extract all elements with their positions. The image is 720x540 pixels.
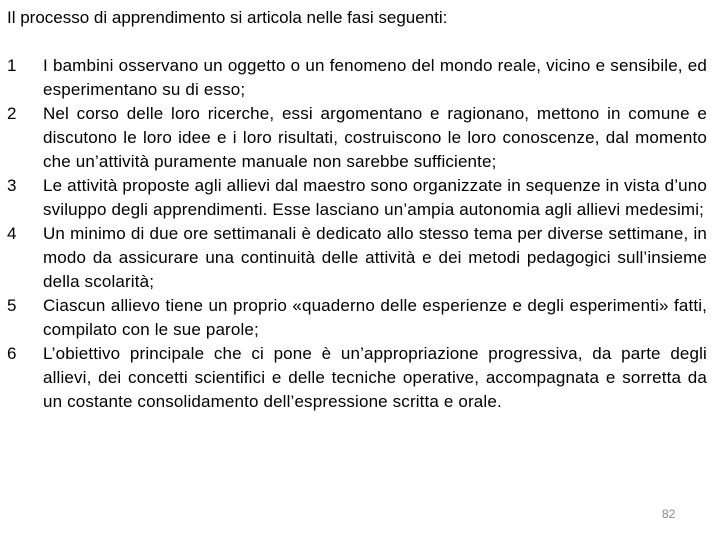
list-item-text: Un minimo di due ore settimanali è dedicato allo stesso tema per diverse settimane, in modo da assicurare una continuità delle attività e dei metodi pedagogici sull’insieme della scolarità;: [43, 224, 707, 291]
list-item-number: 4: [7, 224, 17, 243]
list-item-number: 1: [7, 56, 17, 75]
list-item: [0, 222, 720, 294]
list-item-text: Nel corso delle loro ricerche, essi argomentano e ragionano, mettono in comune e discutono le loro idee e i loro risultati, costruiscono le loro conoscenze, dal momento che un’attività puramente manuale non sarebbe sufficiente;: [43, 104, 707, 171]
list-item: [0, 294, 720, 342]
list-item-text: Le attività proposte agli allievi dal maestro sono organizzate in sequenze in vista d’uno sviluppo degli apprendimenti. Esse lasciano un’ampia autonomia agli allievi medesimi;: [43, 176, 707, 219]
page-number: 82: [662, 507, 676, 521]
list-item-number: 5: [7, 296, 17, 315]
list-item: [0, 174, 720, 222]
list-item: [0, 102, 720, 174]
numbered-list: [0, 54, 720, 414]
list-item-number: 6: [7, 344, 17, 363]
list-item-text: Ciascun allievo tiene un proprio «quaderno delle esperienze e degli esperimenti» fatti, compilato con le sue parole;: [43, 296, 707, 339]
list-item-text: L’obiettivo principale che ci pone è un’appropriazione progressiva, da parte degli allievi, dei concetti scientifici e delle tecniche operative, accompagnata e sorretta da un costante consolidamento dell’espressione scritta e orale.: [43, 344, 707, 411]
list-item: [0, 54, 720, 102]
list-item-number: 2: [7, 104, 17, 123]
list-item-text: I bambini osservano un oggetto o un fenomeno del mondo reale, vicino e sensibile, ed esperimentano su di esso;: [43, 56, 707, 99]
list-item-number: 3: [7, 176, 17, 195]
list-item: [0, 342, 720, 414]
page-heading: Il processo di apprendimento si articola nelle fasi seguenti:: [7, 8, 448, 27]
